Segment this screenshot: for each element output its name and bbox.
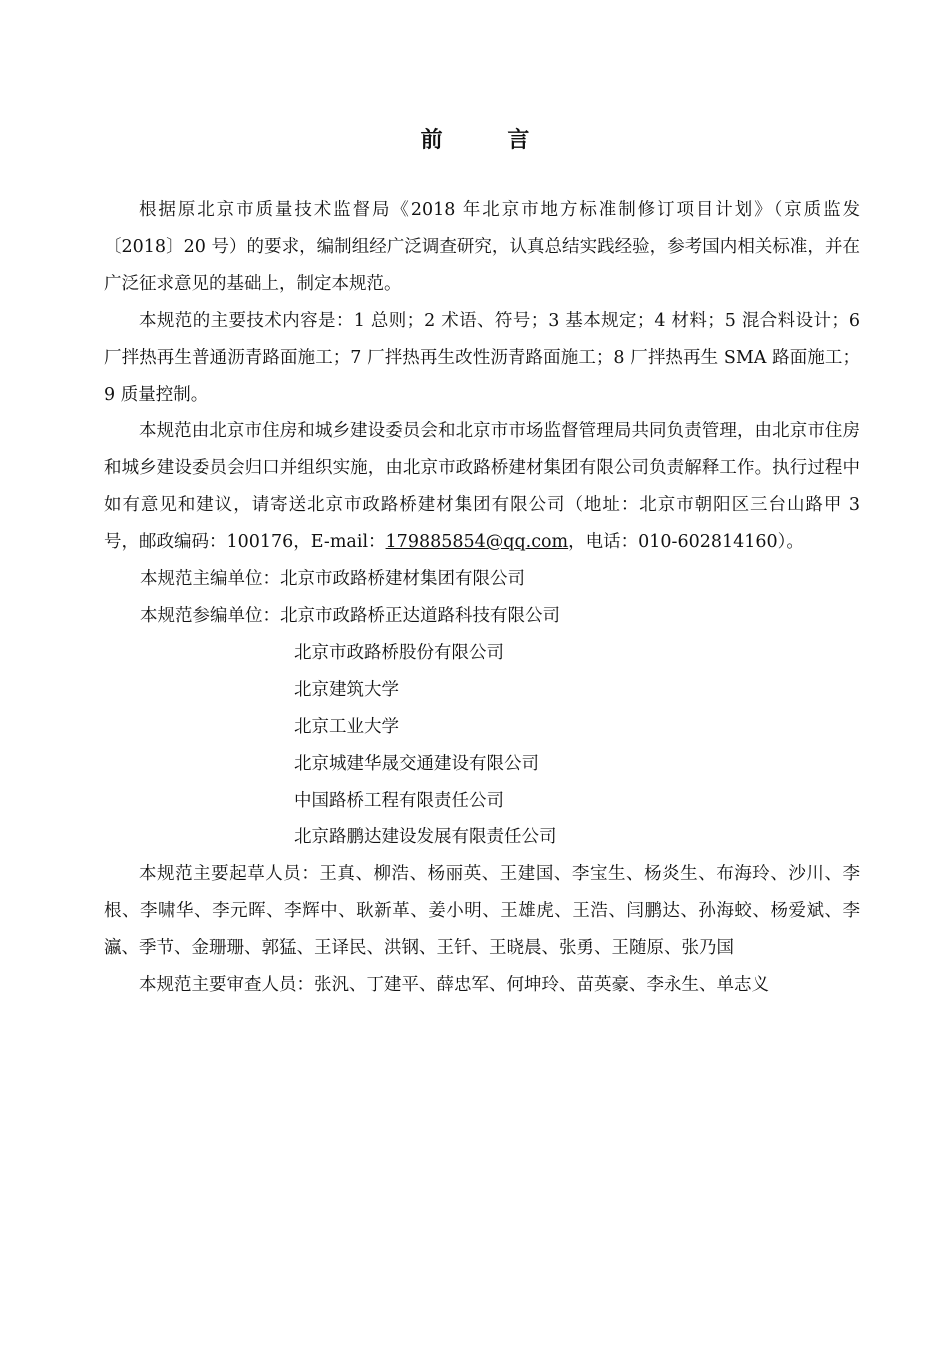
paragraph-basis: 根据原北京市质量技术监督局《2018 年北京市地方标准制修订项目计划》（京质监发〔2018〕20 号）的要求，编制组经广泛调查研究，认真总结实践经验，参考国内相关标准，并在广泛征求意见的基础上，制定本规范。 [104,200,860,294]
participating-unit: 北京市政路桥股份有限公司 [294,642,504,663]
participating-unit: 北京城建华晟交通建设有限公司 [294,753,539,774]
participating-units-first [104,598,860,635]
paragraph-management [104,413,860,561]
participating-unit: 北京工业大学 [294,716,399,737]
participating-unit: 中国路桥工程有限责任公司 [294,790,504,811]
document-body [104,192,860,1004]
management-text-end: ，电话：010-602814160）。 [568,532,804,553]
drafters-list: 本规范主要起草人员：王真、柳浩、杨丽英、王建国、李宝生、杨炎生、布海玲、沙川、李根、李啸华、李元晖、李辉中、耿新革、姜小明、王雄虎、王浩、闫鹏达、孙海蛟、杨爱斌、李瀛、季节、金珊珊、郭猛、王译民、洪钢、王钎、王晓晨、张勇、王随原、张乃国 [104,864,860,959]
participating-unit: 北京路鹏达建设发展有限责任公司 [294,827,557,848]
participating-label: 本规范参编单位： [140,605,280,626]
management-text: 本规范由北京市住房和城乡建设委员会和北京市市场监督管理局共同负责管理，由北京市住房和城乡建设委员会归口并组织实施，由北京市政路桥建材集团有限公司负责解释工作。执行过程中如有意见和建议，请寄送北京市政路桥建材集团有限公司（地址：北京市朝阳区三台山路甲 3 号，邮政编码：100176，E-mail： [104,421,860,553]
reviewers-list: 本规范主要审查人员：张汎、丁建平、薛忠军、何坤玲、苗英豪、李永生、单志义 [139,975,769,996]
email-link[interactable]: 179885854@qq.com [385,532,569,553]
participating-unit: 北京市政路桥正达道路科技有限公司 [280,605,560,626]
participating-unit: 北京建筑大学 [294,679,399,700]
chief-editor-unit: 本规范主编单位：北京市政路桥建材集团有限公司 [140,569,525,590]
page-title: 前 言 [420,127,559,153]
paragraph-contents: 本规范的主要技术内容是：1 总则；2 术语、符号；3 基本规定；4 材料；5 混合料设计；6 厂拌热再生普通沥青路面施工；7 厂拌热再生改性沥青路面施工；8 厂拌热再生 SMA 路面施工；9 质量控制。 [104,310,860,405]
